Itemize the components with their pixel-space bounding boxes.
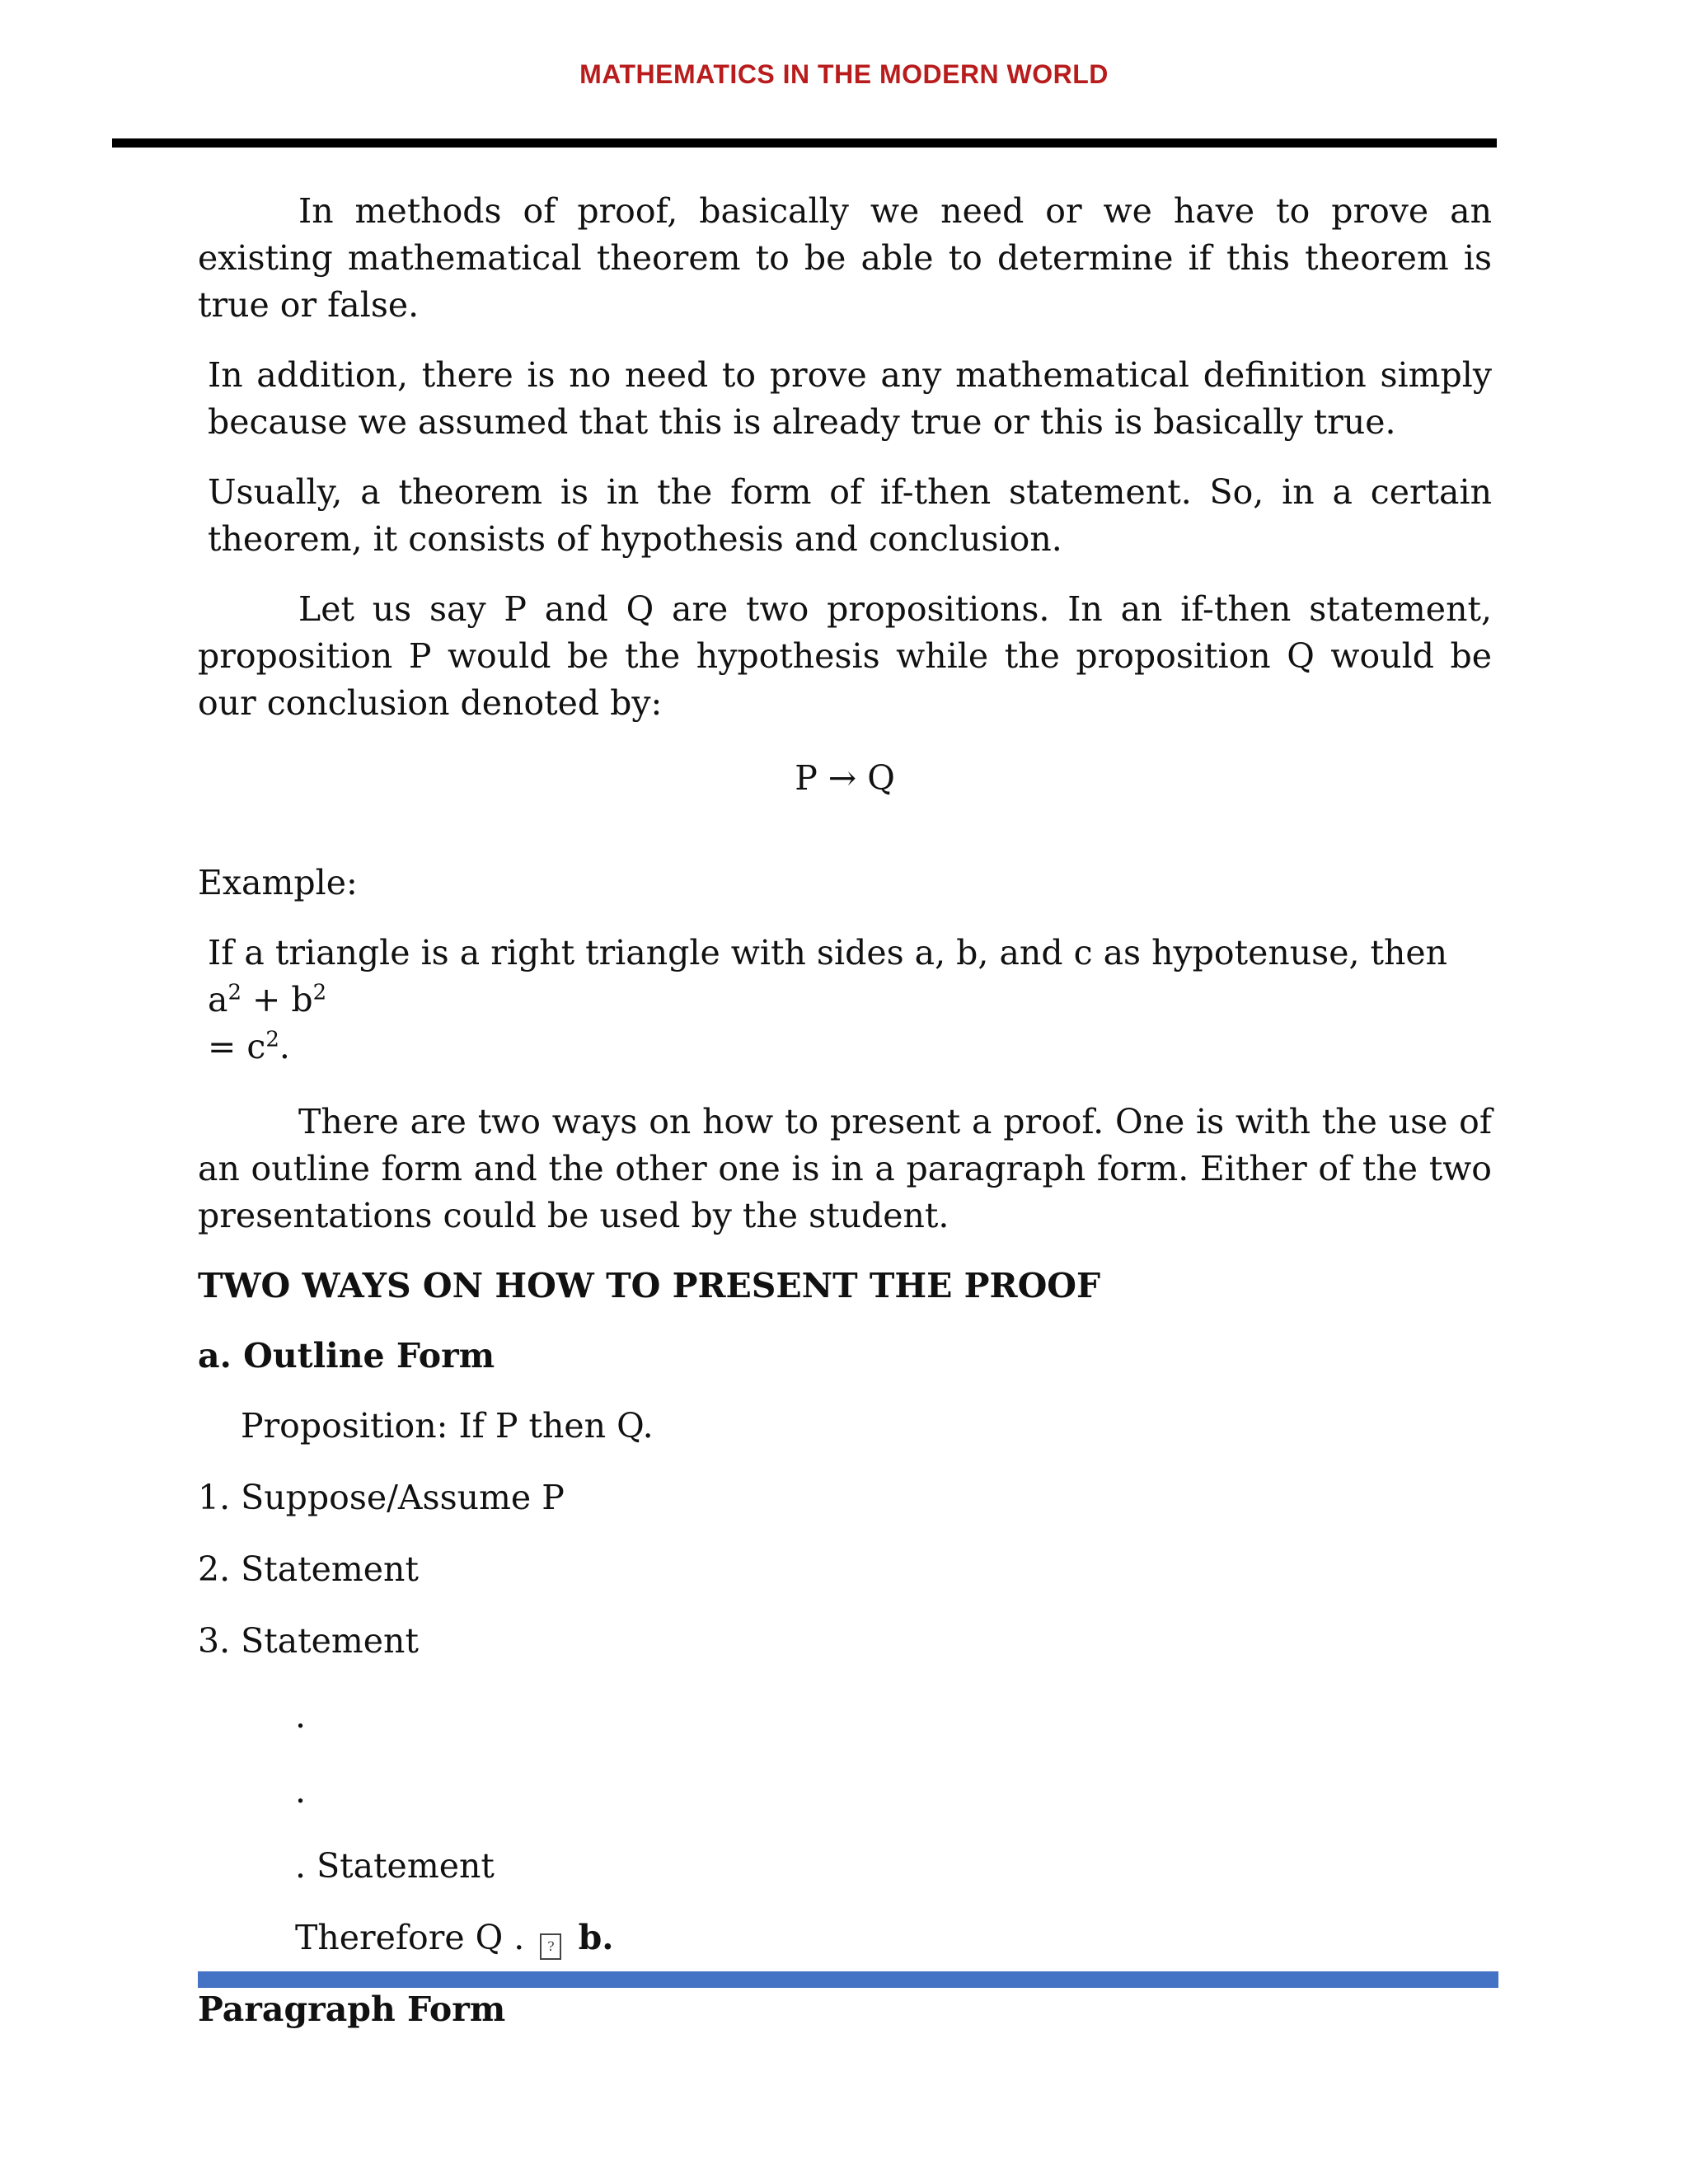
example-text [198,930,1492,1071]
example-superscript: 2 [312,980,327,1005]
missing-glyph-icon: ? [540,1933,561,1960]
example-text-part: = c [208,1027,266,1066]
outline-proposition: Proposition: If P then Q. [241,1406,654,1446]
paragraph-propositions: Let us say P and Q are two propositions. In an if-then statement, proposition P would be the hypothesis while the proposition Q would be our conclusion denoted by: [198,589,1492,723]
example-superscript: 2 [265,1027,279,1052]
outline-step: 2. Statement [198,1549,419,1589]
header-rule [112,138,1497,148]
outline-ellipsis-dot: . [295,1696,307,1736]
outline-ellipsis-dot: . [295,1771,307,1811]
outline-step: 1. Suppose/Assume P [198,1478,565,1517]
example-text-part: If a triangle is a right triangle with sides a, b, and c as hypotenuse, then a [208,933,1448,1019]
outline-step: 3. Statement [198,1621,419,1661]
paragraph-form-heading: Paragraph Form [198,1990,506,2029]
document-body [198,188,1492,2033]
example-text-part: . [279,1027,290,1066]
paragraph-definition: In addition, there is no need to prove any mathematical definition simply because we assumed that this is already true or this is basically true. [208,355,1492,442]
outline-conclusion [198,1915,1492,1961]
paragraph-two-ways: There are two ways on how to present a proof. One is with the use of an outline form and the other one is in a paragraph form. Either of the two presentations could be used by the student. [198,1102,1492,1235]
section-heading: TWO WAYS ON HOW TO PRESENT THE PROOF [198,1266,1101,1305]
example-text-part: + b [241,980,313,1019]
outline-last-statement: . Statement [295,1846,495,1886]
example-superscript: 2 [227,980,241,1005]
example-label: Example: [198,863,358,902]
conclusion-tail: b. [566,1918,614,1957]
conclusion-text: Therefore Q . [295,1918,536,1957]
header-title: MATHEMATICS IN THE MODERN WORLD [579,59,1109,89]
formula-implication: P → Q [795,758,895,798]
paragraph-theorem-form: Usually, a theorem is in the form of if-then statement. So, in a certain theorem, it consists of hypothesis and conclusion. [208,472,1492,559]
outline-form-heading: a. Outline Form [198,1336,495,1376]
paragraph-intro: In methods of proof, basically we need or we have to prove an existing mathematical theorem to be able to determine if this theorem is true or false. [198,191,1492,325]
footer-rule [198,1971,1498,1988]
